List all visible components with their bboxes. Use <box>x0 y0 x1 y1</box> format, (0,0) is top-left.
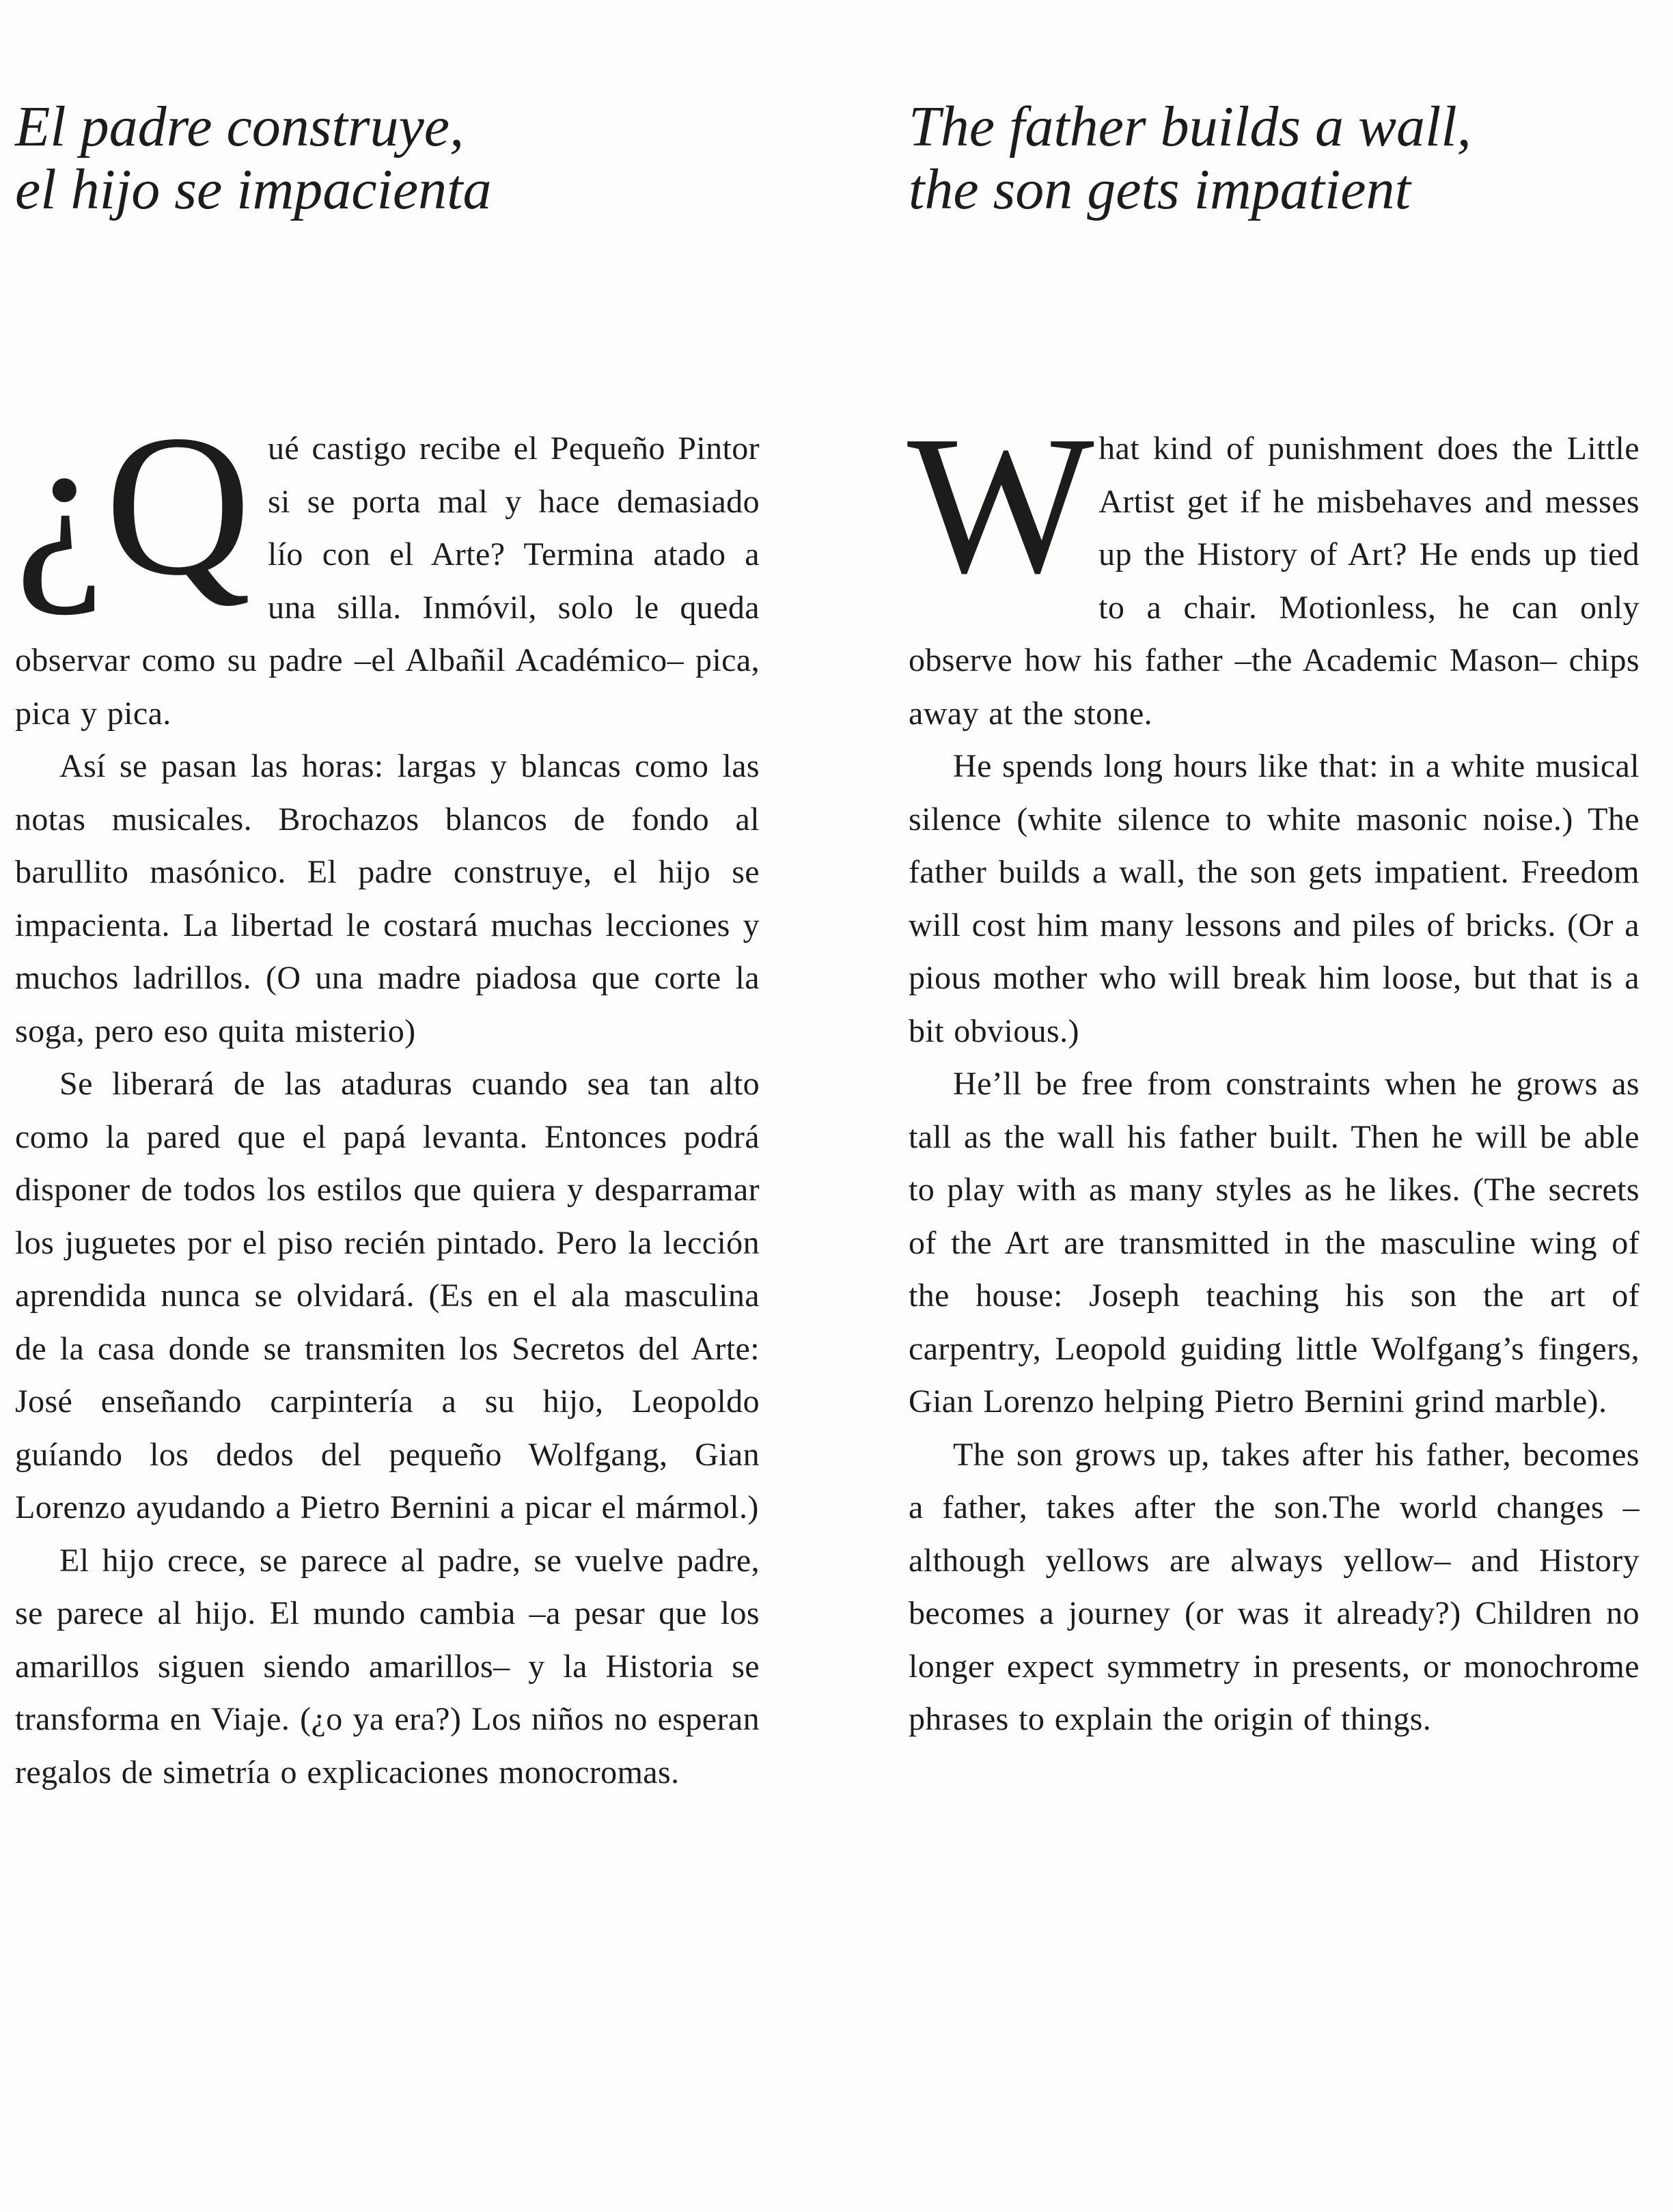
spanish-paragraph-1-text: ué castigo recibe el Pequeño Pintor si se porta mal y hace demasiado lío con el Arte? Termina atado a una silla. Inmóvil, solo le queda observar como su padre –el Albañil Académico– pica, pica y pica. <box>15 430 760 732</box>
english-title-line-2: the son gets impatient <box>909 158 1411 221</box>
spanish-drop-cap: ¿Q <box>15 393 251 618</box>
english-paragraph-2: He spends long hours like that: in a white musical silence (white silence to white masonic noise.) The father builds a wall, the son gets impatient. Freedom will cost him many lessons and piles of bricks. (Or a pious mother who will break him loose, but that is a bit obvious.) <box>909 748 1640 1049</box>
english-title-line-1: The father builds a wall, <box>909 95 1471 158</box>
spanish-paragraph-3: Se liberará de las ataduras cuando sea tan alto como la pared que el papá levanta. Entonces podrá disponer de todos los estilos que quiera y desparramar los juguetes por el piso recién pintado. Pero la lección aprendida nunca se olvidará. (Es en el ala masculina de la casa donde se transmiten los Secretos del Arte: José enseñando carpintería a su hijo, Leopoldo guíando los dedos del pequeño Wolfgang, Gian Lorenzo ayudando a Pietro Bernini a picar el mármol.) <box>15 1066 760 1525</box>
spanish-title <box>15 96 492 221</box>
spanish-title-line-2: el hijo se impacienta <box>15 158 492 221</box>
spanish-body <box>15 393 760 1799</box>
spanish-title-line-1: El padre construye, <box>15 95 465 158</box>
spanish-paragraph-2: Así se pasan las horas: largas y blancas como las notas musicales. Brochazos blancos de fondo al barullito masónico. El padre construye, el hijo se impacienta. La libertad le costará muchas lecciones y muchos ladrillos. (O una madre piadosa que corte la soga, pero eso quita misterio) <box>15 748 760 1049</box>
spanish-paragraph-1 <box>15 393 760 740</box>
english-title <box>909 96 1471 221</box>
english-drop-cap: W <box>907 395 1095 614</box>
english-body <box>907 395 1640 1746</box>
english-paragraph-1 <box>907 395 1640 740</box>
english-paragraph-3: He’ll be free from constraints when he grows as tall as the wall his father built. Then he will be able to play with as many styles as he likes. (The secrets of the Art are transmitted in the masculine wing of the house: Joseph teaching his son the art of carpentry, Leopold guiding little Wolfgang’s fingers, Gian Lorenzo helping Pietro Bernini grind marble). <box>909 1066 1640 1420</box>
spanish-paragraph-4: El hijo crece, se parece al padre, se vuelve padre, se parece al hijo. El mundo cambia –a pesar que los amarillos siguen siendo amarillos– y la Historia se transforma en Viaje. (¿o ya era?) Los niños no esperan regalos de simetría o explicaciones monocromas. <box>15 1542 760 1791</box>
english-paragraph-4: The son grows up, takes after his father, becomes a father, takes after the son.The world changes –although yellows are always yellow– and History becomes a journey (or was it already?) Children no longer expect symmetry in presents, or monochrome phrases to explain the origin of things. <box>909 1436 1640 1737</box>
english-paragraph-1-text: hat kind of punishment does the Little Artist get if he misbehaves and messes up the History of Art? He ends up tied to a chair. Motionless, he can only observe how his father –the Academic Mason– chips away at the stone. <box>909 430 1640 732</box>
